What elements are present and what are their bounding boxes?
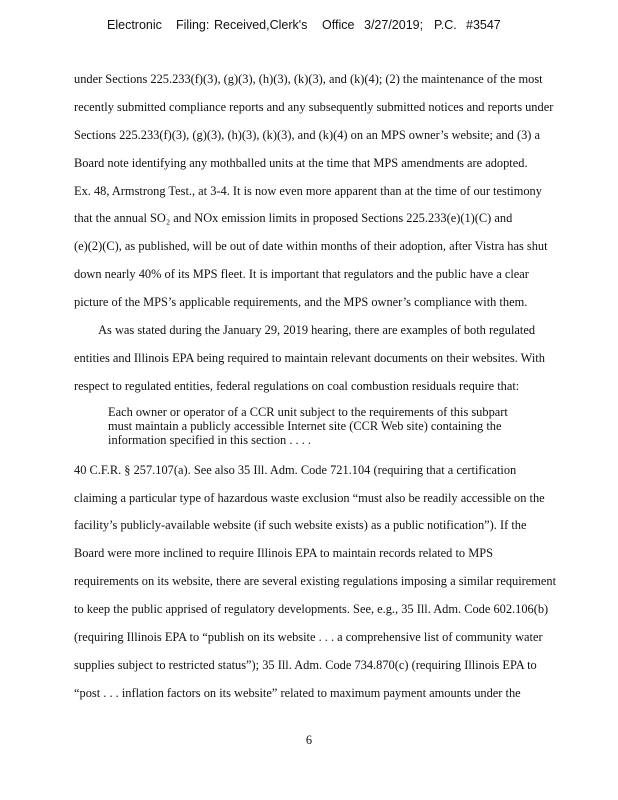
header-electronic: Electronic bbox=[107, 18, 162, 32]
header-number: #3547 bbox=[466, 18, 501, 32]
body-line: that the annual SO₂ and NOx emission limits in proposed Sections 225.233(e)(1)(C) and bbox=[74, 211, 513, 225]
block-quote-line: Each owner or operator of a CCR unit subject to the requirements of this subpart bbox=[108, 405, 508, 419]
body-line: Sections 225.233(f)(3), (g)(3), (h)(3), (k)(3), and (k)(4) on an MPS owner’s website; and (3) a bbox=[74, 128, 541, 142]
filing-header bbox=[0, 18, 618, 38]
header-pc: P.C. bbox=[434, 18, 457, 32]
page-number: 6 bbox=[305, 733, 313, 747]
body-line: “post . . . inflation factors on its website” related to maximum payment amounts under the bbox=[74, 686, 521, 700]
body-line: respect to regulated entities, federal regulations on coal combustion residuals require that: bbox=[74, 379, 520, 393]
body-line: entities and Illinois EPA being required to maintain relevant documents on their websites. With bbox=[74, 351, 545, 365]
body-line: to keep the public apprised of regulatory developments. See, e.g., 35 Ill. Adm. Code 602.106(b) bbox=[74, 602, 549, 616]
block-quote-line: must maintain a publicly accessible Internet site (CCR Web site) containing the bbox=[108, 419, 502, 433]
body-line: facility’s publicly-available website (if such website exists) as a public notification”). If the bbox=[74, 518, 527, 532]
body-line: requirements on its website, there are several existing regulations imposing a similar requirement bbox=[74, 574, 557, 588]
body-line: (requiring Illinois EPA to “publish on its website . . . a comprehensive list of community water bbox=[74, 630, 543, 644]
header-received: Received,Clerk's bbox=[214, 18, 308, 32]
body-line: (e)(2)(C), as published, will be out of date within months of their adoption, after Vistra has shut bbox=[74, 239, 548, 253]
body-line: supplies subject to restricted status”); 35 Ill. Adm. Code 734.870(c) (requiring Illinois EPA to bbox=[74, 658, 537, 672]
body-line-indented: As was stated during the January 29, 2019 hearing, there are examples of both regulated bbox=[74, 323, 536, 337]
header-date: 3/27/2019; bbox=[364, 18, 424, 32]
body-line: Ex. 48, Armstrong Test., at 3-4. It is now even more apparent than at the time of our testimony bbox=[74, 184, 542, 198]
block-quote-line: information specified in this section . . . . bbox=[108, 433, 312, 447]
body-line: claiming a particular type of hazardous waste exclusion “must also be readily accessible on the bbox=[74, 491, 545, 505]
body-line: Board were more inclined to require Illinois EPA to maintain records related to MPS bbox=[74, 546, 494, 560]
header-filing: Filing: bbox=[176, 18, 210, 32]
body-line: under Sections 225.233(f)(3), (g)(3), (h)(3), (k)(3), and (k)(4); (2) the maintenance of the most bbox=[74, 72, 543, 86]
body-line: picture of the MPS’s applicable requirements, and the MPS owner’s compliance with them. bbox=[74, 295, 528, 309]
header-office: Office bbox=[322, 18, 355, 32]
body-line: recently submitted compliance reports and any subsequently submitted notices and reports under bbox=[74, 100, 554, 114]
body-line: down nearly 40% of its MPS fleet. It is important that regulators and the public have a clear bbox=[74, 267, 529, 281]
body-line: 40 C.F.R. § 257.107(a). See also 35 Ill. Adm. Code 721.104 (requiring that a certification bbox=[74, 463, 517, 477]
body-line: Board note identifying any mothballed units at the time that MPS amendments are adopted. bbox=[74, 156, 528, 170]
